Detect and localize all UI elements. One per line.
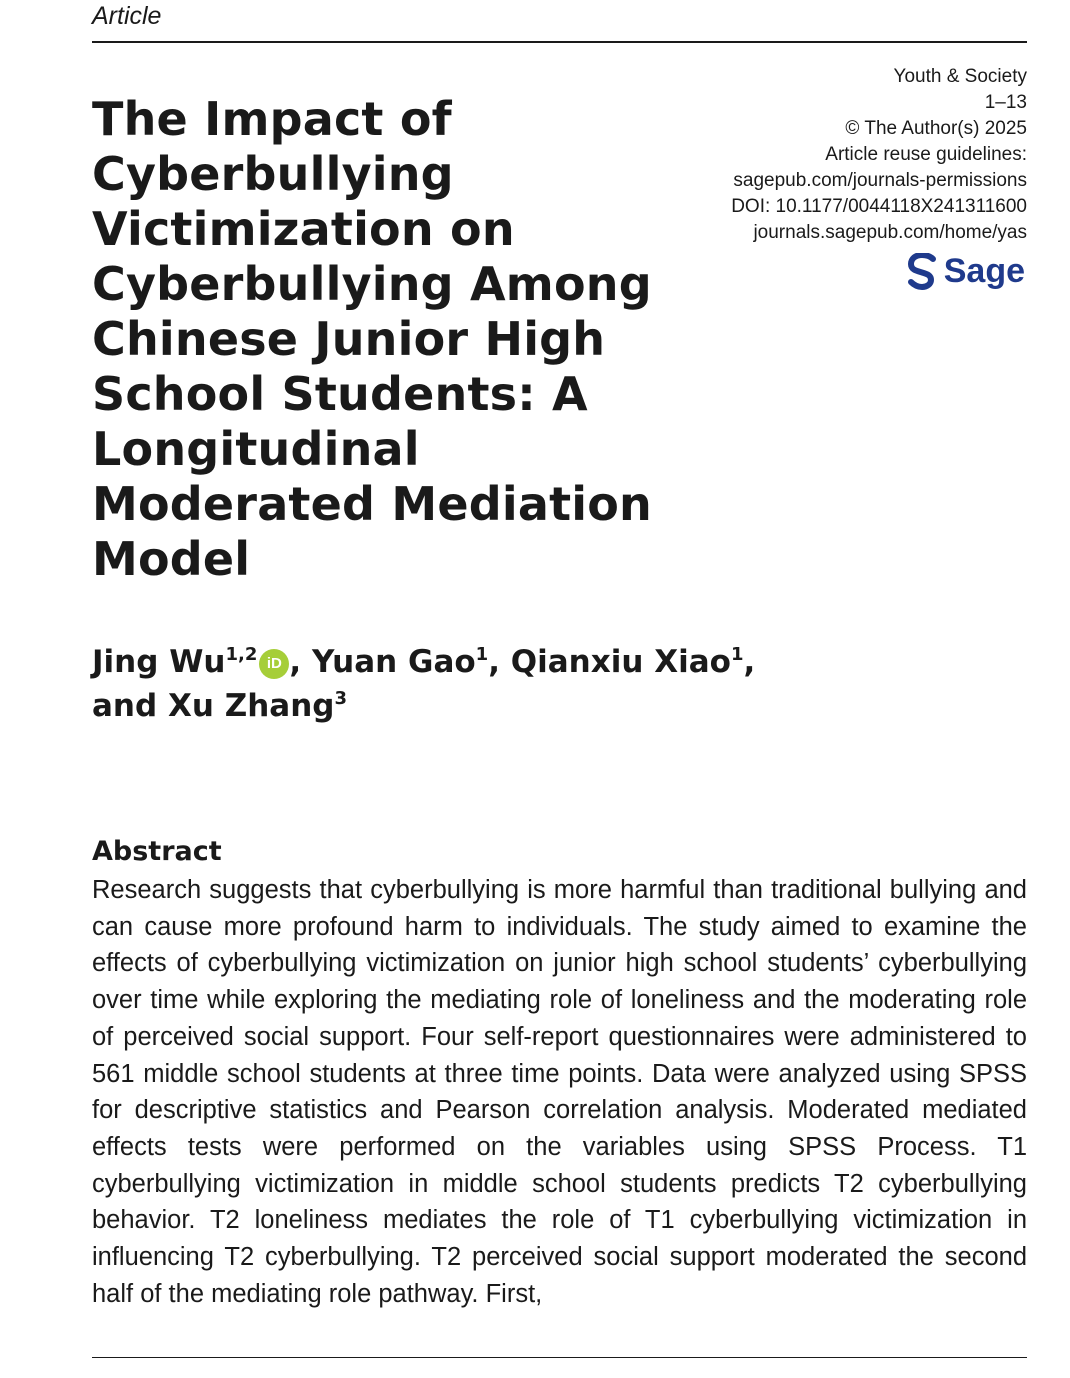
author-name[interactable]: Jing Wu <box>92 644 226 680</box>
journal-home-link[interactable]: journals.sagepub.com/home/yas <box>753 222 1027 243</box>
author-name[interactable]: Qianxiu Xiao <box>510 644 731 680</box>
journal-info <box>731 64 1027 246</box>
affiliation-marker: 1 <box>475 644 489 665</box>
author-name[interactable]: and Xu Zhang <box>92 688 335 724</box>
sage-wordmark: Sage <box>943 252 1025 290</box>
abstract-text: Research suggests that cyberbullying is more harmful than traditional bullying and can cause more profound harm to individuals. The study aimed to examine the effects of cyberbullying victimization on junior high school students’ cyberbullying over time while exploring the mediating role of loneliness and the moderating role of perceived social support. Four self-report questionnaires were administered to 561 middle school students at three time points. Data were analyzed using SPSS for descriptive statistics and Pearson correlation analysis. Moderated mediated effects tests were performed on the variables using SPSS Process. T1 cyberbullying victimization in middle school students predicts T2 cyberbullying behavior. T2 loneliness mediates the role of T1 cyberbullying victimization in influencing T2 cyberbullying. T2 perceived social support moderated the second half of the mediating role pathway. First, <box>92 876 1027 1308</box>
publisher-logo <box>908 252 1025 291</box>
sage-s-icon <box>908 253 938 291</box>
abstract-heading: Abstract <box>92 836 222 867</box>
author-list: Jing Wu$^{1,2}$ iD , Yuan Gao$^1$, Qianxiu Xiao$^1$, and Xu Zhang$^3$ <box>92 644 756 724</box>
footer-rule <box>92 1357 1027 1358</box>
copyright: © The Author(s) 2025 <box>845 118 1027 139</box>
affiliation-marker: 1,2 <box>225 644 258 665</box>
article-title: The Impact of Cyberbullying Victimization on Cyberbullying Among Chinese Junior High School Students: A Longitudinal Moderated Mediation Model <box>92 92 652 586</box>
affiliation-marker: 1 <box>730 644 744 665</box>
author-name[interactable]: Yuan Gao <box>311 644 476 680</box>
page-range: 1–13 <box>984 92 1027 113</box>
affiliation-marker: 3 <box>334 688 347 709</box>
section-label: Article <box>92 2 162 30</box>
orcid-icon[interactable]: iD <box>259 649 289 679</box>
doi-link[interactable]: DOI: 10.1177/0044118X241311600 <box>731 196 1027 217</box>
permissions-link[interactable]: sagepub.com/journals-permissions <box>733 170 1027 191</box>
header-rule <box>92 41 1027 43</box>
journal-name: Youth & Society <box>893 66 1027 87</box>
reuse-label: Article reuse guidelines: <box>825 144 1027 165</box>
